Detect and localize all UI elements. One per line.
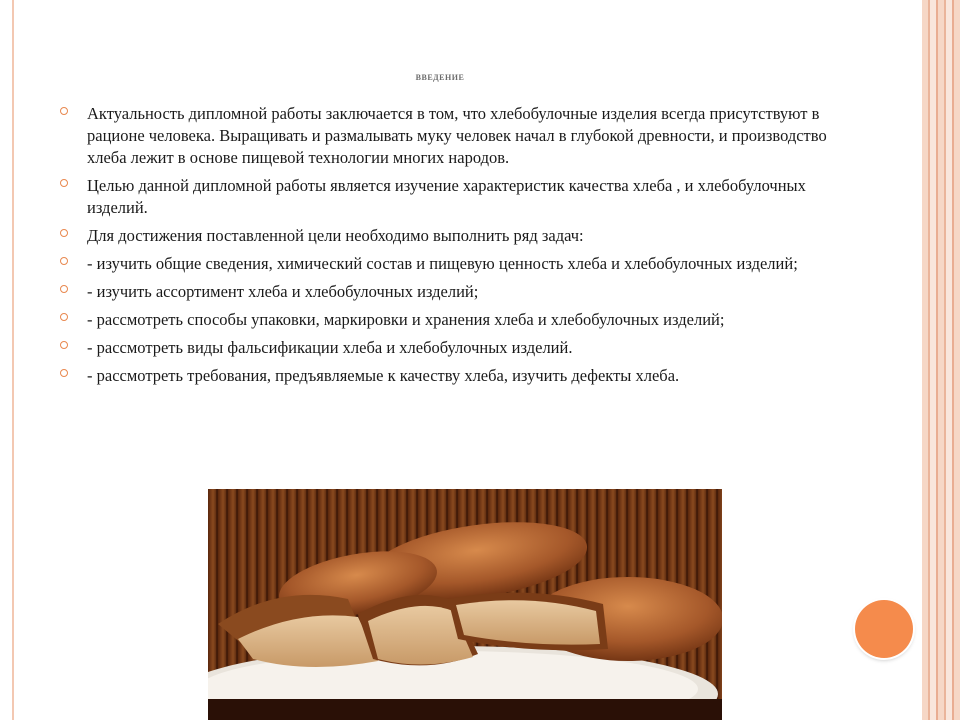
decorative-circle <box>855 600 913 658</box>
decorative-stripes <box>922 0 960 720</box>
bullet-item <box>60 365 830 387</box>
bullet-item <box>60 337 830 359</box>
bullet-text: - рассмотреть виды фальсификации хлеба и хлебобулочных изделий. <box>87 338 573 357</box>
bullet-ring-icon <box>60 179 68 187</box>
bullet-ring-icon <box>60 229 68 237</box>
bullet-item <box>60 309 830 331</box>
bullet-ring-icon <box>60 369 68 377</box>
bullet-ring-icon <box>60 285 68 293</box>
bullet-item <box>60 103 830 169</box>
bullet-ring-icon <box>60 257 68 265</box>
slide-title: ВВЕДЕНИЕ <box>415 73 465 82</box>
bullet-text: - рассмотреть требования, предъявляемые к качеству хлеба, изучить дефекты хлеба. <box>87 366 680 385</box>
bullet-text: Актуальность дипломной работы заключается в том, что хлебобулочные изделия всегда присутствуют в рационе человека. Выращивать и размалывать муку человек начал в глубокой древности, и производство хлеба лежит в основе пищевой технологии многих народов. <box>87 104 827 167</box>
bullet-text: - рассмотреть способы упаковки, маркировки и хранения хлеба и хлебобулочных изделий; <box>87 310 725 329</box>
bullet-text: Для достижения поставленной цели необходимо выполнить ряд задач: <box>87 226 584 245</box>
bullet-text: - изучить ассортимент хлеба и хлебобулочных изделий; <box>87 282 479 301</box>
bullet-item <box>60 281 830 303</box>
bullet-item <box>60 175 830 219</box>
bullet-list <box>60 103 830 393</box>
bullet-item <box>60 253 830 275</box>
bullet-ring-icon <box>60 341 68 349</box>
bread-illustration <box>208 489 722 720</box>
bullet-text: Целью данной дипломной работы является изучение характеристик качества хлеба , и хлебобулочных изделий. <box>87 176 806 217</box>
bullet-ring-icon <box>60 313 68 321</box>
bread-photo <box>208 489 722 720</box>
bullet-ring-icon <box>60 107 68 115</box>
bullet-text: - изучить общие сведения, химический состав и пищевую ценность хлеба и хлебобулочных изделий; <box>87 254 798 273</box>
bullet-item <box>60 225 830 247</box>
